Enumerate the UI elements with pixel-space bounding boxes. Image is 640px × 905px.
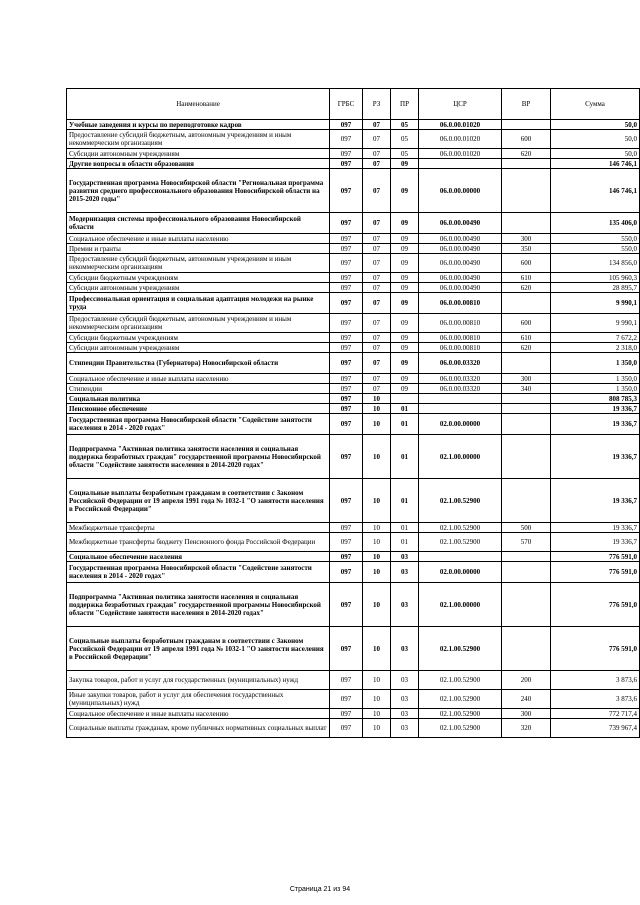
table-row — [67, 533, 640, 552]
table-row — [67, 384, 640, 394]
table-row — [67, 690, 640, 709]
table-row — [67, 562, 640, 583]
cell-sum: 1 350,0 — [551, 384, 640, 394]
cell-vr: 320 — [502, 719, 551, 738]
table-row — [67, 709, 640, 719]
cell-csr: 06.0.00.00490 — [419, 234, 502, 244]
cell-csr — [419, 159, 502, 169]
cell-name: Премии и гранты — [67, 244, 330, 254]
table-row — [67, 333, 640, 343]
cell-sum: 772 717,4 — [551, 709, 640, 719]
cell-rz: 07 — [363, 314, 391, 333]
cell-rz: 07 — [363, 353, 391, 374]
cell-sum: 146 746,1 — [551, 169, 640, 213]
cell-vr: 300 — [502, 709, 551, 719]
cell-vr — [502, 159, 551, 169]
cell-pr: 03 — [391, 719, 419, 738]
cell-rz: 10 — [363, 583, 391, 627]
cell-rz: 07 — [363, 244, 391, 254]
cell-vr — [502, 404, 551, 414]
cell-name: Социальное обеспечение и иные выплаты населению — [67, 234, 330, 244]
cell-pr: 01 — [391, 523, 419, 533]
cell-rz: 07 — [363, 254, 391, 273]
cell-csr: 02.1.00.00000 — [419, 583, 502, 627]
cell-vr — [502, 213, 551, 234]
cell-csr: 06.0.00.00490 — [419, 273, 502, 283]
cell-pr: 01 — [391, 404, 419, 414]
cell-rz: 10 — [363, 533, 391, 552]
cell-rz: 07 — [363, 169, 391, 213]
cell-vr: 620 — [502, 283, 551, 293]
cell-pr: 09 — [391, 254, 419, 273]
cell-vr — [502, 627, 551, 671]
cell-name: Другие вопросы в области образования — [67, 159, 330, 169]
cell-pr: 09 — [391, 283, 419, 293]
cell-pr: 09 — [391, 374, 419, 384]
table-row — [67, 671, 640, 690]
cell-pr: 01 — [391, 414, 419, 435]
cell-grbs: 097 — [330, 435, 363, 479]
cell-grbs: 097 — [330, 533, 363, 552]
cell-grbs: 097 — [330, 627, 363, 671]
cell-grbs: 097 — [330, 234, 363, 244]
cell-rz: 10 — [363, 394, 391, 404]
table-row — [67, 552, 640, 562]
cell-rz: 10 — [363, 404, 391, 414]
table-row — [67, 130, 640, 149]
cell-csr: 06.0.00.00810 — [419, 343, 502, 353]
cell-sum: 776 591,0 — [551, 552, 640, 562]
cell-rz: 07 — [363, 213, 391, 234]
table-row — [67, 283, 640, 293]
cell-sum: 3 873,6 — [551, 690, 640, 709]
cell-name: Государственная программа Новосибирской области "Содействие занятости населения в 2014 - 2020 годах" — [67, 562, 330, 583]
cell-csr: 02.1.00.52900 — [419, 719, 502, 738]
cell-pr: 09 — [391, 353, 419, 374]
cell-grbs: 097 — [330, 149, 363, 159]
header-grbs: ГРБС — [330, 89, 363, 120]
cell-csr: 02.0.00.00000 — [419, 414, 502, 435]
cell-csr: 06.0.00.01020 — [419, 130, 502, 149]
cell-name: Предоставление субсидий бюджетным, автономным учреждениям и иным некоммерческим организациям — [67, 130, 330, 149]
table-row — [67, 479, 640, 523]
cell-pr: 03 — [391, 583, 419, 627]
cell-grbs: 097 — [330, 120, 363, 130]
cell-name: Модернизация системы профессионального образования Новосибирской области — [67, 213, 330, 234]
cell-name: Социальные выплаты безработным гражданам в соответствии с Законом Российской Федерации от 19 апреля 1991 года № 1032-1 "О занятости населения в Российской Федерации" — [67, 627, 330, 671]
table-row — [67, 149, 640, 159]
cell-rz: 10 — [363, 627, 391, 671]
cell-rz: 07 — [363, 384, 391, 394]
table-row — [67, 244, 640, 254]
cell-name: Социальное обеспечение и иные выплаты населению — [67, 374, 330, 384]
cell-csr: 06.0.00.03320 — [419, 374, 502, 384]
header-vr: ВР — [502, 89, 551, 120]
cell-grbs: 097 — [330, 671, 363, 690]
cell-rz: 10 — [363, 523, 391, 533]
cell-pr — [391, 394, 419, 404]
cell-name: Субсидии автономным учреждениям — [67, 343, 330, 353]
cell-vr — [502, 169, 551, 213]
cell-pr: 09 — [391, 293, 419, 314]
cell-name: Иные закупки товаров, работ и услуг для обеспечения государственных (муниципальных) нужд — [67, 690, 330, 709]
cell-vr: 500 — [502, 523, 551, 533]
cell-pr: 09 — [391, 273, 419, 283]
cell-grbs: 097 — [330, 552, 363, 562]
cell-grbs: 097 — [330, 293, 363, 314]
cell-name: Социальное обеспечение и иные выплаты населению — [67, 709, 330, 719]
cell-csr: 02.1.00.52900 — [419, 523, 502, 533]
cell-vr: 240 — [502, 690, 551, 709]
cell-pr: 03 — [391, 627, 419, 671]
cell-sum: 776 591,0 — [551, 627, 640, 671]
cell-pr: 09 — [391, 244, 419, 254]
cell-vr: 620 — [502, 343, 551, 353]
cell-sum: 135 406,0 — [551, 213, 640, 234]
table-row — [67, 435, 640, 479]
cell-csr: 06.0.00.03320 — [419, 384, 502, 394]
cell-vr — [502, 120, 551, 130]
cell-sum: 3 873,6 — [551, 671, 640, 690]
cell-grbs: 097 — [330, 562, 363, 583]
table-row — [67, 293, 640, 314]
cell-rz: 07 — [363, 159, 391, 169]
cell-pr: 03 — [391, 562, 419, 583]
header-pr: ПР — [391, 89, 419, 120]
cell-name: Субсидии автономным учреждениям — [67, 149, 330, 159]
cell-rz: 07 — [363, 283, 391, 293]
cell-pr: 09 — [391, 234, 419, 244]
cell-grbs: 097 — [330, 690, 363, 709]
cell-name: Субсидии бюджетным учреждениям — [67, 273, 330, 283]
cell-csr: 02.1.00.52900 — [419, 479, 502, 523]
cell-grbs: 097 — [330, 283, 363, 293]
cell-rz: 10 — [363, 479, 391, 523]
cell-vr — [502, 414, 551, 435]
table-row — [67, 719, 640, 738]
cell-pr: 09 — [391, 314, 419, 333]
header-name: Наименование — [67, 89, 330, 120]
cell-pr: 09 — [391, 169, 419, 213]
cell-vr — [502, 435, 551, 479]
cell-sum: 776 591,0 — [551, 583, 640, 627]
cell-csr: 06.0.00.00810 — [419, 333, 502, 343]
cell-name: Предоставление субсидий бюджетным, автономным учреждениям и иным некоммерческим организациям — [67, 254, 330, 273]
cell-pr: 05 — [391, 149, 419, 159]
cell-pr: 01 — [391, 435, 419, 479]
cell-sum: 550,0 — [551, 234, 640, 244]
cell-name: Субсидии бюджетным учреждениям — [67, 333, 330, 343]
cell-rz: 07 — [363, 293, 391, 314]
cell-grbs: 097 — [330, 479, 363, 523]
cell-sum: 19 336,7 — [551, 435, 640, 479]
cell-csr: 06.0.00.00490 — [419, 283, 502, 293]
cell-sum: 1 350,0 — [551, 353, 640, 374]
cell-sum: 19 336,7 — [551, 404, 640, 414]
cell-rz: 10 — [363, 435, 391, 479]
cell-sum: 50,0 — [551, 120, 640, 130]
cell-pr: 01 — [391, 479, 419, 523]
cell-vr — [502, 293, 551, 314]
header-rz: РЗ — [363, 89, 391, 120]
cell-csr: 02.1.00.52900 — [419, 627, 502, 671]
cell-name: Социальное обеспечение населения — [67, 552, 330, 562]
table-row — [67, 314, 640, 333]
table-row — [67, 343, 640, 353]
table-row — [67, 254, 640, 273]
cell-name: Социальные выплаты гражданам, кроме публичных нормативных социальных выплат — [67, 719, 330, 738]
cell-sum: 19 336,7 — [551, 533, 640, 552]
cell-grbs: 097 — [330, 374, 363, 384]
cell-name: Учебные заведения и курсы по переподготовке кадров — [67, 120, 330, 130]
cell-sum: 1 350,0 — [551, 374, 640, 384]
cell-csr: 06.0.00.00810 — [419, 293, 502, 314]
cell-vr: 600 — [502, 130, 551, 149]
cell-rz: 10 — [363, 709, 391, 719]
cell-name: Пенсионное обеспечение — [67, 404, 330, 414]
cell-rz: 07 — [363, 149, 391, 159]
table-row — [67, 213, 640, 234]
cell-rz: 10 — [363, 414, 391, 435]
cell-grbs: 097 — [330, 709, 363, 719]
table-row — [67, 120, 640, 130]
cell-rz: 10 — [363, 562, 391, 583]
cell-vr: 610 — [502, 273, 551, 283]
cell-pr: 05 — [391, 120, 419, 130]
cell-csr: 06.0.00.00000 — [419, 169, 502, 213]
cell-csr: 02.0.00.00000 — [419, 562, 502, 583]
cell-csr: 06.0.00.00490 — [419, 254, 502, 273]
cell-rz: 07 — [363, 234, 391, 244]
cell-sum: 7 672,2 — [551, 333, 640, 343]
cell-grbs: 097 — [330, 343, 363, 353]
cell-grbs: 097 — [330, 384, 363, 394]
cell-name: Субсидии автономным учреждениям — [67, 283, 330, 293]
cell-pr: 09 — [391, 384, 419, 394]
cell-grbs: 097 — [330, 314, 363, 333]
cell-grbs: 097 — [330, 169, 363, 213]
cell-rz: 10 — [363, 671, 391, 690]
cell-vr — [502, 552, 551, 562]
cell-name: Стипендии Правительства (Губернатора) Новосибирской области — [67, 353, 330, 374]
cell-grbs: 097 — [330, 254, 363, 273]
cell-name: Социальная политика — [67, 394, 330, 404]
cell-vr: 350 — [502, 244, 551, 254]
cell-name: Социальные выплаты безработным гражданам в соответствии с Законом Российской Федерации от 19 апреля 1991 года № 1032-1 "О занятости населения в Российской Федерации" — [67, 479, 330, 523]
cell-rz: 07 — [363, 120, 391, 130]
cell-csr — [419, 552, 502, 562]
cell-vr: 300 — [502, 374, 551, 384]
table-row — [67, 234, 640, 244]
cell-csr — [419, 404, 502, 414]
cell-grbs: 097 — [330, 273, 363, 283]
cell-sum: 19 336,7 — [551, 523, 640, 533]
cell-name: Государственная программа Новосибирской области "Содействие занятости населения в 2014 - 2020 годах" — [67, 414, 330, 435]
cell-name: Стипендии — [67, 384, 330, 394]
cell-sum: 808 785,3 — [551, 394, 640, 404]
cell-sum: 19 336,7 — [551, 414, 640, 435]
cell-grbs: 097 — [330, 244, 363, 254]
cell-grbs: 097 — [330, 394, 363, 404]
cell-grbs: 097 — [330, 583, 363, 627]
cell-sum: 19 336,7 — [551, 479, 640, 523]
cell-csr: 02.1.00.00000 — [419, 435, 502, 479]
cell-vr — [502, 353, 551, 374]
cell-rz: 07 — [363, 130, 391, 149]
cell-sum: 739 967,4 — [551, 719, 640, 738]
cell-vr: 600 — [502, 314, 551, 333]
table-row — [67, 374, 640, 384]
table-row — [67, 404, 640, 414]
table-row — [67, 353, 640, 374]
cell-grbs: 097 — [330, 523, 363, 533]
cell-vr — [502, 394, 551, 404]
cell-vr: 600 — [502, 254, 551, 273]
cell-rz: 07 — [363, 343, 391, 353]
cell-rz: 07 — [363, 374, 391, 384]
cell-grbs: 097 — [330, 333, 363, 343]
table-row — [67, 414, 640, 435]
cell-name: Закупка товаров, работ и услуг для государственных (муниципальных) нужд — [67, 671, 330, 690]
cell-grbs: 097 — [330, 719, 363, 738]
cell-pr: 09 — [391, 343, 419, 353]
cell-rz: 10 — [363, 690, 391, 709]
cell-rz: 10 — [363, 719, 391, 738]
cell-name: Межбюджетные трансферты бюджету Пенсионного фонда Российской Федерации — [67, 533, 330, 552]
cell-vr: 620 — [502, 149, 551, 159]
cell-csr — [419, 394, 502, 404]
cell-csr: 06.0.00.01020 — [419, 120, 502, 130]
cell-sum: 134 856,0 — [551, 254, 640, 273]
cell-pr: 09 — [391, 159, 419, 169]
cell-grbs: 097 — [330, 159, 363, 169]
cell-csr: 02.1.00.52900 — [419, 671, 502, 690]
cell-sum: 50,0 — [551, 130, 640, 149]
cell-csr: 06.0.00.00490 — [419, 213, 502, 234]
cell-csr: 06.0.00.03320 — [419, 353, 502, 374]
cell-vr: 340 — [502, 384, 551, 394]
table-row — [67, 523, 640, 533]
cell-vr — [502, 583, 551, 627]
budget-table — [66, 88, 640, 738]
table-row — [67, 159, 640, 169]
header-sum: Сумма — [551, 89, 640, 120]
cell-grbs: 097 — [330, 130, 363, 149]
cell-grbs: 097 — [330, 414, 363, 435]
cell-csr: 06.0.00.01020 — [419, 149, 502, 159]
cell-name: Государственная программа Новосибирской области "Региональная программа развития среднего профессионального образования Новосибирской области на 2015-2020 годы" — [67, 169, 330, 213]
cell-pr: 03 — [391, 552, 419, 562]
cell-sum: 105 960,3 — [551, 273, 640, 283]
cell-csr: 02.1.00.52900 — [419, 709, 502, 719]
table-row — [67, 394, 640, 404]
cell-vr: 300 — [502, 234, 551, 244]
cell-grbs: 097 — [330, 353, 363, 374]
cell-csr: 06.0.00.00490 — [419, 244, 502, 254]
header-csr: ЦСР — [419, 89, 502, 120]
cell-name: Подпрограмма "Активная политика занятости населения и социальная поддержка безработных граждан" государственной программы Новосибирской области "Содействие занятости населения в 2014-2020 годах" — [67, 583, 330, 627]
cell-csr: 02.1.00.52900 — [419, 533, 502, 552]
cell-grbs: 097 — [330, 213, 363, 234]
cell-rz: 07 — [363, 333, 391, 343]
cell-grbs: 097 — [330, 404, 363, 414]
cell-name: Подпрограмма "Активная политика занятости населения и социальная поддержка безработных граждан" государственной программы Новосибирской области "Содействие занятости населения в 2014-2020 годах" — [67, 435, 330, 479]
cell-sum: 9 990,1 — [551, 293, 640, 314]
cell-pr: 05 — [391, 130, 419, 149]
cell-vr: 200 — [502, 671, 551, 690]
cell-pr: 03 — [391, 690, 419, 709]
cell-csr: 02.1.00.52900 — [419, 690, 502, 709]
cell-sum: 50,0 — [551, 149, 640, 159]
cell-sum: 550,0 — [551, 244, 640, 254]
table-row — [67, 627, 640, 671]
table-header-row — [67, 89, 640, 120]
table-row — [67, 273, 640, 283]
cell-pr: 09 — [391, 213, 419, 234]
cell-pr: 09 — [391, 333, 419, 343]
cell-name: Предоставление субсидий бюджетным, автономным учреждениям и иным некоммерческим организациям — [67, 314, 330, 333]
cell-sum: 28 895,7 — [551, 283, 640, 293]
cell-sum: 146 746,1 — [551, 159, 640, 169]
cell-rz: 07 — [363, 273, 391, 283]
cell-sum: 776 591,0 — [551, 562, 640, 583]
cell-pr: 03 — [391, 709, 419, 719]
table-body — [67, 120, 640, 738]
table-row — [67, 583, 640, 627]
cell-vr: 570 — [502, 533, 551, 552]
cell-pr: 03 — [391, 671, 419, 690]
cell-name: Профессиональная ориентация и социальная адаптация молодежи на рынке труда — [67, 293, 330, 314]
cell-sum: 9 990,1 — [551, 314, 640, 333]
cell-vr — [502, 479, 551, 523]
table-row — [67, 169, 640, 213]
cell-vr — [502, 562, 551, 583]
page-number: Страница 21 из 94 — [289, 886, 351, 893]
cell-vr: 610 — [502, 333, 551, 343]
cell-name: Межбюджетные трансферты — [67, 523, 330, 533]
cell-pr: 01 — [391, 533, 419, 552]
cell-rz: 10 — [363, 552, 391, 562]
cell-csr: 06.0.00.00810 — [419, 314, 502, 333]
cell-sum: 2 318,0 — [551, 343, 640, 353]
